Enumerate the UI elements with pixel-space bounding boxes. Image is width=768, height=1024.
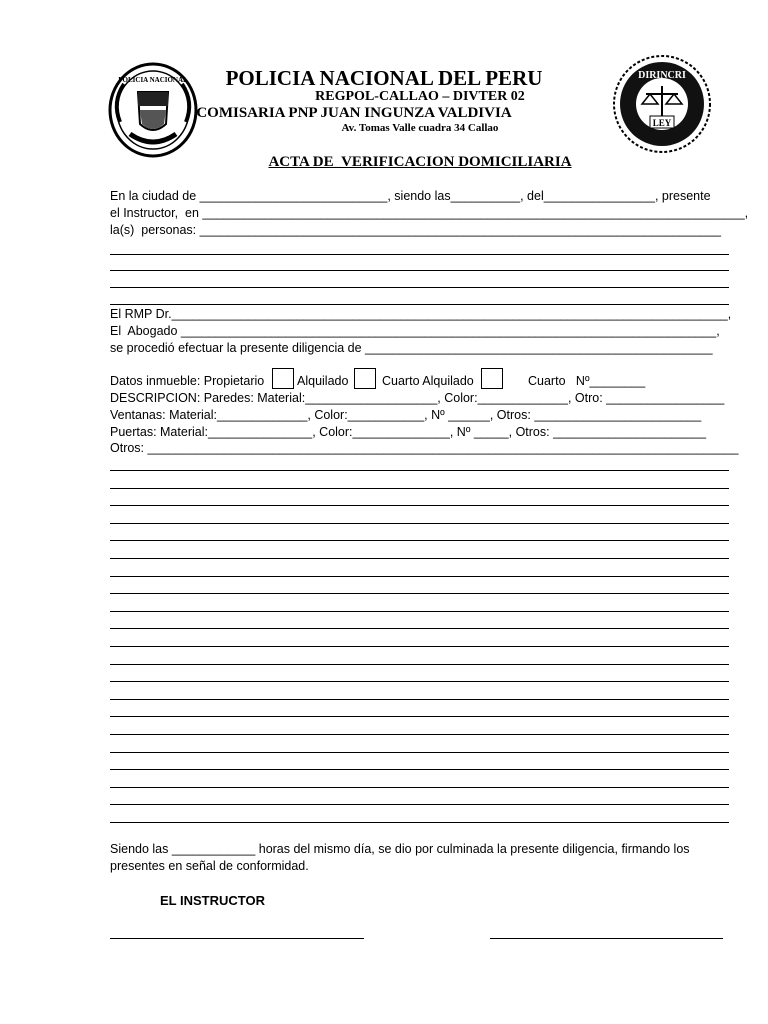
right-seal-top-text: DIRINCRI xyxy=(638,70,686,81)
blank-line xyxy=(110,787,729,788)
blank-line xyxy=(110,505,729,506)
station-name: COMISARIA PNP JUAN INGUNZA VALDIVIA xyxy=(196,105,512,121)
blank-line xyxy=(110,804,729,805)
station-address: Av. Tomas Valle cuadra 34 Callao xyxy=(341,122,499,134)
otros-line: Otros: _____________________________________________________________________________________ xyxy=(110,441,739,455)
cuarto-alquilado-checkbox[interactable] xyxy=(481,368,503,389)
blank-line xyxy=(110,287,729,288)
regpol-subtitle: REGPOL-CALLAO – DIVTER 02 xyxy=(315,89,525,104)
alquilado-label: Alquilado xyxy=(297,374,349,388)
blank-line xyxy=(110,540,729,541)
signature-line-right xyxy=(490,938,723,939)
blank-line xyxy=(110,304,729,305)
blank-line xyxy=(110,593,729,594)
blank-line xyxy=(110,769,729,770)
body-line-procedio: se procedió efectuar la presente diligencia de __________________________________________________ xyxy=(110,341,713,355)
datos-inmueble-label: Datos inmueble: Propietario xyxy=(110,374,265,388)
blank-line xyxy=(110,699,729,700)
right-seal-bottom-text: LEY xyxy=(652,118,672,128)
blank-line xyxy=(110,681,729,682)
closing-line-1: Siendo las ____________ horas del mismo día, se dio por culminada la presente diligencia, firmando los xyxy=(110,842,690,856)
puertas-line: Puertas: Material:_______________, Color:______________, Nº _____, Otros: ______________________ xyxy=(110,425,707,439)
cuarto-number-field: Cuarto Nº________ xyxy=(528,374,646,388)
blank-line xyxy=(110,270,729,271)
blank-line xyxy=(110,488,729,489)
blank-line xyxy=(110,558,729,559)
body-line-ciudad: En la ciudad de ___________________________, siendo las__________, del________________, presente xyxy=(110,189,711,203)
body-line-instructor: el Instructor, en ______________________________________________________________________________, xyxy=(110,206,749,220)
descripcion-paredes-line: DESCRIPCION: Paredes: Material:___________________, Color:_____________, Otro: _________________ xyxy=(110,391,725,405)
body-line-rmp: El RMP Dr.________________________________________________________________________________, xyxy=(110,307,732,321)
blank-line xyxy=(110,646,729,647)
left-seal-text: POLICIA NACIONAL xyxy=(118,76,188,84)
cuarto-alquilado-label: Cuarto Alquilado xyxy=(382,374,474,388)
body-line-personas: la(s) personas: ___________________________________________________________________________ xyxy=(110,223,722,237)
signature-line-left xyxy=(110,938,364,939)
closing-line-2: presentes en señal de conformidad. xyxy=(110,859,309,873)
propietario-checkbox[interactable] xyxy=(272,368,294,389)
instructor-signature-label: EL INSTRUCTOR xyxy=(160,893,265,908)
blank-line xyxy=(110,611,729,612)
blank-line xyxy=(110,734,729,735)
blank-line xyxy=(110,523,729,524)
blank-line xyxy=(110,716,729,717)
blank-line xyxy=(110,664,729,665)
document-title: ACTA DE_VERIFICACION DOMICILIARIA xyxy=(268,154,572,170)
blank-line xyxy=(110,822,729,823)
blank-line xyxy=(110,470,729,471)
blank-line xyxy=(110,628,729,629)
institution-title: POLICIA NACIONAL DEL PERU xyxy=(225,66,543,90)
blank-line xyxy=(110,576,729,577)
alquilado-checkbox[interactable] xyxy=(354,368,376,389)
ventanas-line: Ventanas: Material:_____________, Color:___________, Nº ______, Otros: ________________________ xyxy=(110,408,702,422)
body-line-abogado: El Abogado _____________________________________________________________________________, xyxy=(110,324,720,338)
blank-line xyxy=(110,254,729,255)
blank-line xyxy=(110,752,729,753)
